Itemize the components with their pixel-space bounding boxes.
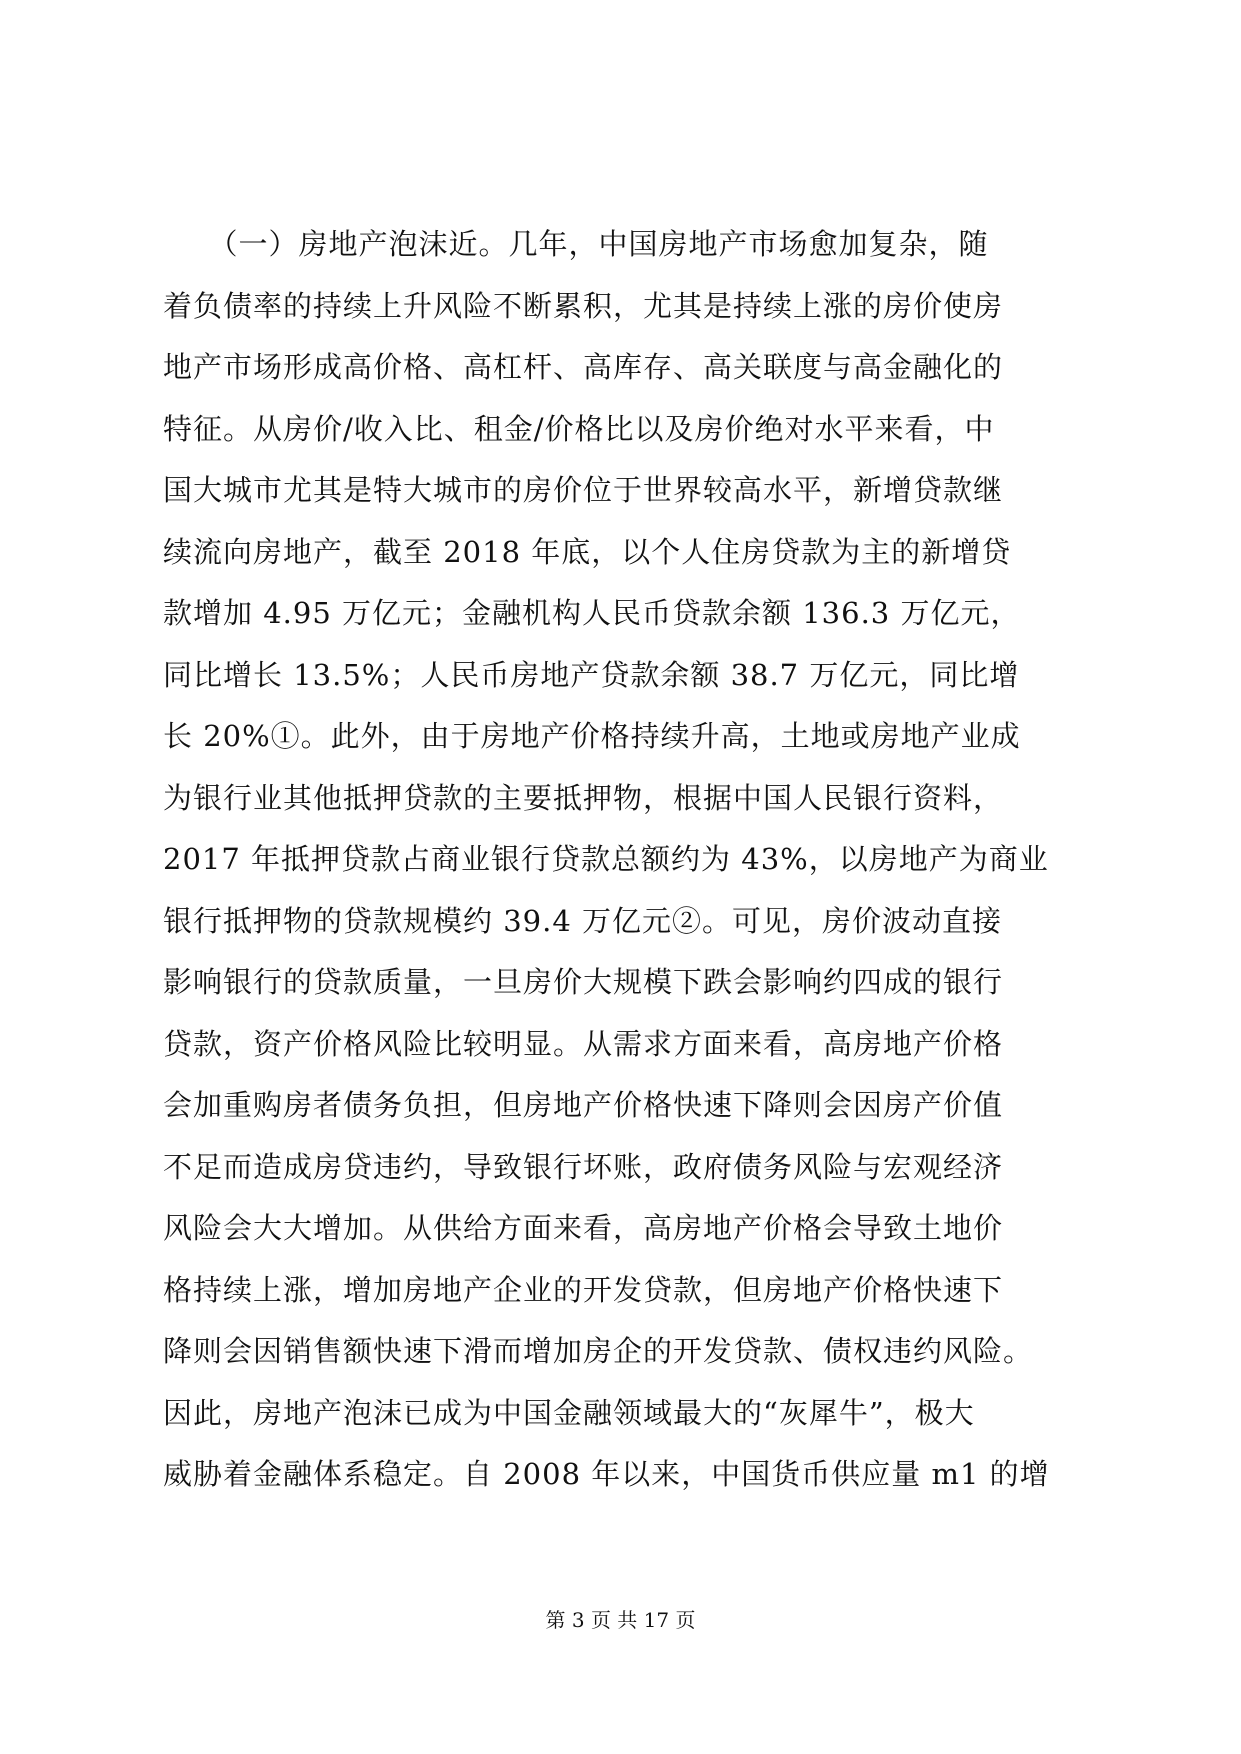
text-line-3: 地产市场形成高价格、高杠杆、高库存、高关联度与高金融化的 (163, 350, 1004, 384)
text-line-13: 影响银行的贷款质量，一旦房价大规模下跌会影响约四成的银行 (163, 965, 1004, 999)
text-line-20: 因此，房地产泡沫已成为中国金融领域最大的“灰犀牛”，极大 (163, 1395, 975, 1430)
text-line-21: 威胁着金融体系稳定。自 2008 年以来，中国货币供应量 m1 的增 (163, 1457, 1050, 1491)
text-line-1: （一）房地产泡沫近。几年，中国房地产市场愈加复杂，随 (163, 227, 989, 261)
text-line-17: 风险会大大增加。从供给方面来看，高房地产价格会导致土地价 (163, 1211, 1004, 1245)
text-line-19: 降则会因销售额快速下滑而增加房企的开发贷款、债权违约风险。 (163, 1334, 1034, 1368)
text-line-5: 国大城市尤其是特大城市的房价位于世界较高水平，新增贷款继 (163, 473, 1004, 507)
text-line-2: 着负债率的持续上升风险不断累积，尤其是持续上涨的房价使房 (163, 288, 1004, 323)
text-line-9: 长 20%①。此外，由于房地产价格持续升高，土地或房地产业成 (163, 719, 1021, 753)
text-line-12: 银行抵押物的贷款规模约 39.4 万亿元②。可见，房价波动直接 (163, 903, 1003, 938)
text-line-18: 格持续上涨，增加房地产企业的开发贷款，但房地产价格快速下 (163, 1272, 1004, 1307)
page-footer: 第 3 页 共 17 页 (545, 1608, 696, 1632)
text-line-10: 为银行业其他抵押贷款的主要抵押物，根据中国人民银行资料， (163, 780, 1004, 815)
text-line-6: 续流向房地产，截至 2018 年底，以个人住房贷款为主的新增贷 (163, 534, 1012, 569)
text-line-15: 会加重购房者债务负担，但房地产价格快速下降则会因房产价值 (163, 1088, 1004, 1122)
text-line-7: 款增加 4.95 万亿元；金融机构人民币贷款余额 136.3 万亿元， (163, 596, 1021, 630)
text-line-11: 2017 年抵押贷款占商业银行贷款总额约为 43%，以房地产为商业 (163, 842, 1049, 876)
text-line-8: 同比增长 13.5%；人民币房地产贷款余额 38.7 万亿元，同比增 (163, 657, 1020, 692)
text-line-4: 特征。从房价/收入比、租金/价格比以及房价绝对水平来看，中 (163, 411, 995, 446)
text-line-14: 贷款，资产价格风险比较明显。从需求方面来看，高房地产价格 (163, 1026, 1004, 1061)
text-line-16: 不足而造成房贷违约，导致银行坏账，政府债务风险与宏观经济 (163, 1149, 1004, 1184)
